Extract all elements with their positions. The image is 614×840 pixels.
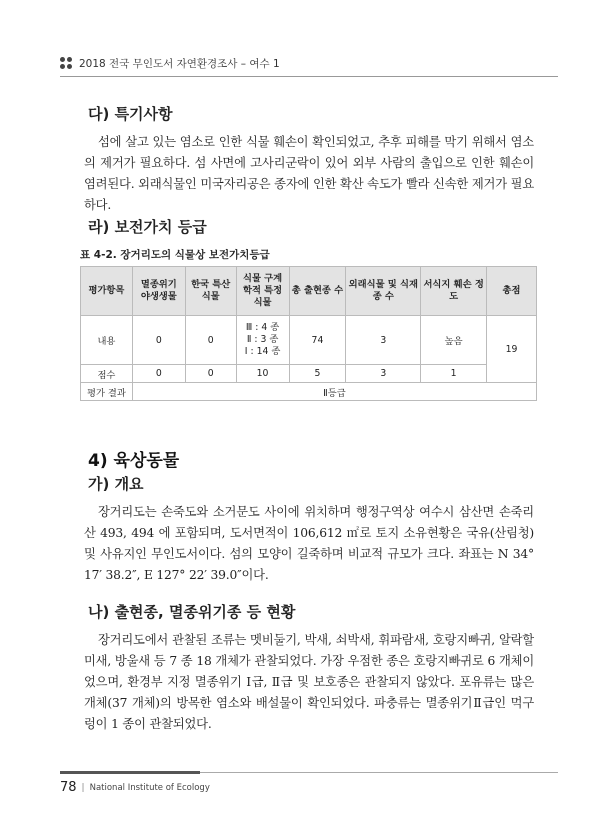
table-header-cell: 서식지 훼손 정도 [421,267,487,316]
header-title: 2018 전국 무인도서 자연환경조사 – 여수 1 [79,57,280,70]
table-cell: 10 [236,365,289,383]
section-4-title: 4) 육상동물 [88,451,180,471]
table-row [81,316,537,365]
footer-divider [200,772,558,773]
table-cell: 높음 [421,316,487,365]
total-score: 19 [487,316,537,383]
institute-name: National Institute of Ecology [89,782,210,793]
row-label: 점수 [81,365,133,383]
table-row [81,365,537,383]
table-cell-grades [236,316,289,365]
table-caption: 표 4-2. 장거리도의 식물상 보전가치등급 [80,249,270,261]
table-cell: 0 [185,365,236,383]
table-cell: 5 [289,365,346,383]
page-number: 78 [60,780,77,795]
table-header-cell: 식물 구계학적 특정식물 [236,267,289,316]
grade-line: Ⅲ : 4 종 [245,322,280,333]
row-label: 내용 [81,316,133,365]
header-divider [60,76,558,77]
running-header [60,52,558,74]
table-header-cell: 총점 [487,267,537,316]
table-header-cell: 평가항목 [81,267,133,316]
table-header-cell: 한국 특산식물 [185,267,236,316]
section-da-title: 다) 특기사항 [88,105,173,123]
row-label: 평가 결과 [81,383,133,401]
table-cell: 3 [346,316,421,365]
table-cell: 3 [346,365,421,383]
grade-line: Ⅱ : 3 종 [246,334,279,345]
grade-line: Ⅰ : 14 종 [244,346,281,357]
bullet-dots-icon [60,57,72,69]
conservation-value-table [80,266,537,401]
table-cell: 0 [132,365,185,383]
page-footer [60,780,210,795]
table-header-cell: 총 출현종 수 [289,267,346,316]
table-cell: 0 [132,316,185,365]
section-na-title: 나) 출현종, 멸종위기종 등 현황 [88,603,296,621]
footer-separator: | [81,782,85,793]
table-row [81,383,537,401]
section-ga-title: 가) 개요 [88,475,144,493]
section-ga-body: 장거리도는 손죽도와 소거문도 사이에 위치하며 행정구역상 여수시 삼산면 손죽리 산 493, 494 에 포함되며, 도서면적이 106,612 ㎡로 토지 소유현황은 국유(산림청) 및 사유지인 무인도서이다. 섬의 모양이 길죽하며 비교적 규모가 크다. 좌표는 N 34° 17′ 38.2″, E 127° 22′ 39.0″이다. [84,505,534,582]
section-na-body: 장거리도에서 관찰된 조류는 멧비둘기, 박새, 쇠박새, 휘파람새, 호랑지빠귀, 알락할미새, 방울새 등 7 종 18 개체가 관찰되었다. 가장 우점한 종은 호랑지빠귀로 6 개체이었으며, 환경부 지정 멸종위기 Ⅰ급, Ⅱ급 및 보호종은 관찰되지 않았다. 포유류는 많은 개체(37 개체)의 방목한 염소와 배설물이 확인되었다. 파충류는 멸종위기Ⅱ급인 먹구렁이 1 종이 관찰되었다. [84,633,534,731]
result-grade: Ⅱ등급 [132,383,536,401]
table-cell: 0 [185,316,236,365]
table-header-row [81,267,537,316]
table-header-cell: 멸종위기 야생생물 [132,267,185,316]
section-da-body: 섬에 살고 있는 염소로 인한 식물 훼손이 확인되었고, 추후 피해를 막기 위해서 염소의 제거가 필요하다. 섬 사면에 고사리군락이 있어 외부 사람의 출입으로 인한 훼손이 염려된다. 외래식물인 미국자리공은 종자에 인한 확산 속도가 빨라 신속한 제거가 필요하다. [84,135,534,212]
table-cell: 1 [421,365,487,383]
table-header-cell: 외래식물 및 식재종 수 [346,267,421,316]
footer-accent-bar [60,771,200,774]
table-cell: 74 [289,316,346,365]
section-ra-title: 라) 보전가치 등급 [88,218,207,236]
